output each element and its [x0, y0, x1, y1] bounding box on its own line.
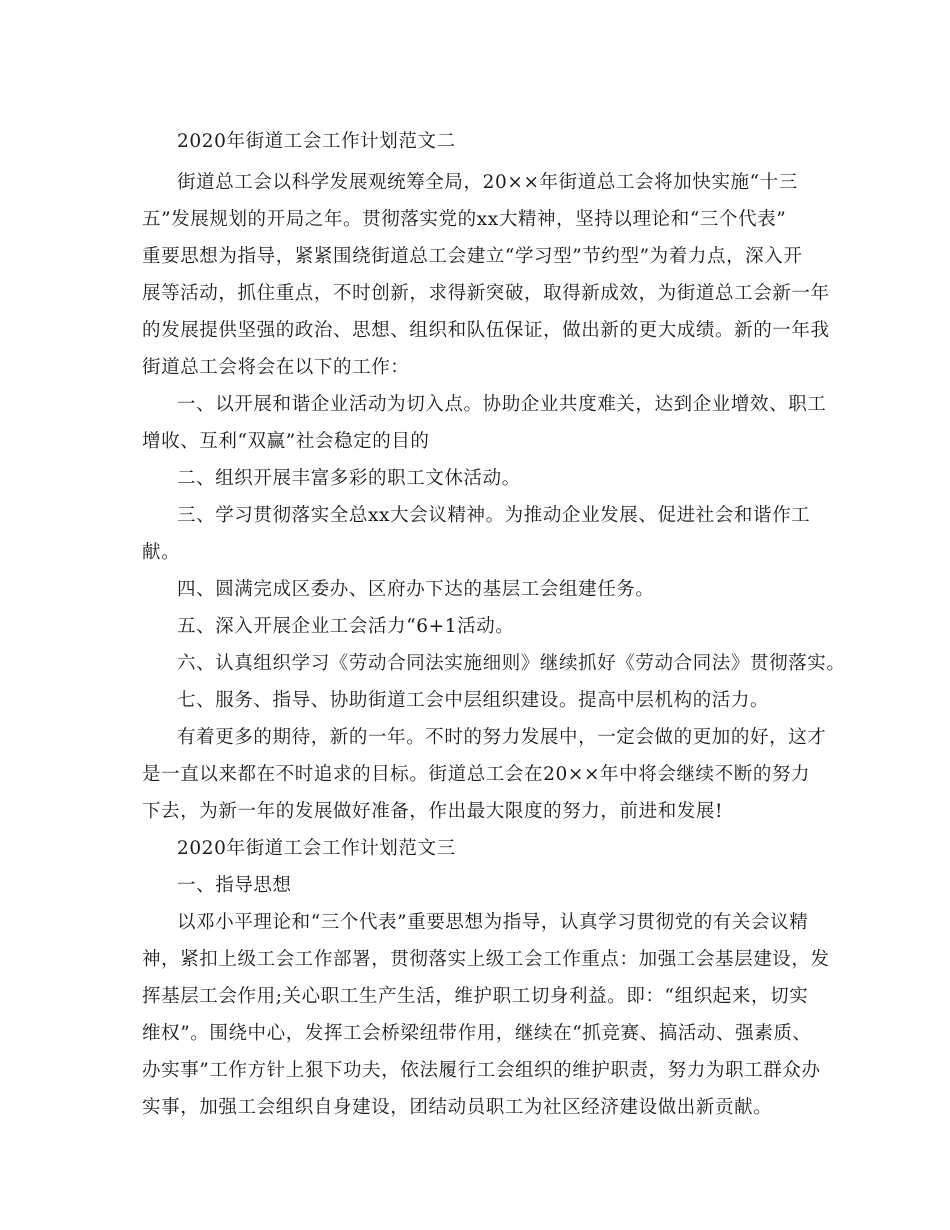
paragraph-line: 办实事”工作方针上狠下功夫，依法履行工会组织的维护职责，努力为职工群众办 [142, 1060, 821, 1081]
list-item: 四、圆满完成区委办、区府办下达的基层工会组建任务。 [177, 579, 655, 600]
list-item: 五、深入开展企业工会活力“6+1活动。 [177, 616, 515, 637]
section-heading-3: 2020年街道工会工作计划范文三 [177, 838, 456, 859]
paragraph-line: 的发展提供坚强的政治、思想、组织和队伍保证，做出新的更大成绩。新的一年我 [142, 320, 830, 341]
list-item: 六、认真组织学习《劳动合同法实施细则》继续抓好《劳动合同法》贯彻落实。 [177, 653, 846, 674]
paragraph-line: 增收、互利“双赢”社会稳定的目的 [142, 431, 430, 452]
paragraph-line: 五”发展规划的开局之年。贯彻落实党的xx大精神，坚持以理论和“三个代表” [142, 209, 787, 230]
section-heading-2: 2020年街道工会工作计划范文二 [177, 131, 456, 152]
paragraph-line: 街道总工会以科学发展观统筹全局，20××年街道总工会将加快实施“十三 [177, 172, 798, 193]
paragraph-line: 街道总工会将会在以下的工作： [142, 357, 410, 378]
paragraph-line: 神，紧扣上级工会工作部署，贯彻落实上级工会工作重点：加强工会基层建设，发 [142, 949, 830, 970]
paragraph-line: 实事，加强工会组织自身建设，团结动员职工为社区经济建设做出新贡献。 [142, 1097, 773, 1118]
paragraph-line: 有着更多的期待，新的一年。不时的努力发展中，一定会做的更加的好，这才 [177, 727, 827, 748]
paragraph-line: 下去，为新一年的发展做好准备，作出最大限度的努力，前进和发展! [142, 801, 724, 822]
subheading: 一、指导思想 [177, 875, 292, 896]
list-item: 一、以开展和谐企业活动为切入点。协助企业共度难关，达到企业增效、职工 [177, 394, 827, 415]
paragraph-line: 重要思想为指导，紧紧围绕街道总工会建立“学习型”节约型”为着力点，深入开 [142, 246, 803, 267]
list-item: 二、组织开展丰富多彩的职工文休活动。 [177, 468, 521, 489]
paragraph-line: 展等活动，抓住重点，不时创新，求得新突破，取得新成效，为街道总工会新一年 [142, 283, 830, 304]
paragraph-line: 以邓小平理论和“三个代表”重要思想为指导，认真学习贯彻党的有关会议精 [177, 912, 809, 933]
paragraph-line: 献。 [142, 542, 181, 563]
paragraph-line: 维权”。围绕中心，发挥工会桥梁纽带作用，继续在“抓竞赛、搞活动、强素质、 [142, 1023, 812, 1044]
list-item: 三、学习贯彻落实全总xx大会议精神。为推动企业发展、促进社会和谐作工 [177, 505, 811, 526]
paragraph-line: 是一直以来都在不时追求的目标。街道总工会在20××年中将会继续不断的努力 [142, 764, 811, 785]
paragraph-line: 挥基层工会作用;关心职工生产生活，维护职工切身利益。即：“组织起来，切实 [142, 986, 809, 1007]
list-item: 七、服务、指导、协助街道工会中层组织建设。提高中层机构的活力。 [177, 690, 770, 711]
